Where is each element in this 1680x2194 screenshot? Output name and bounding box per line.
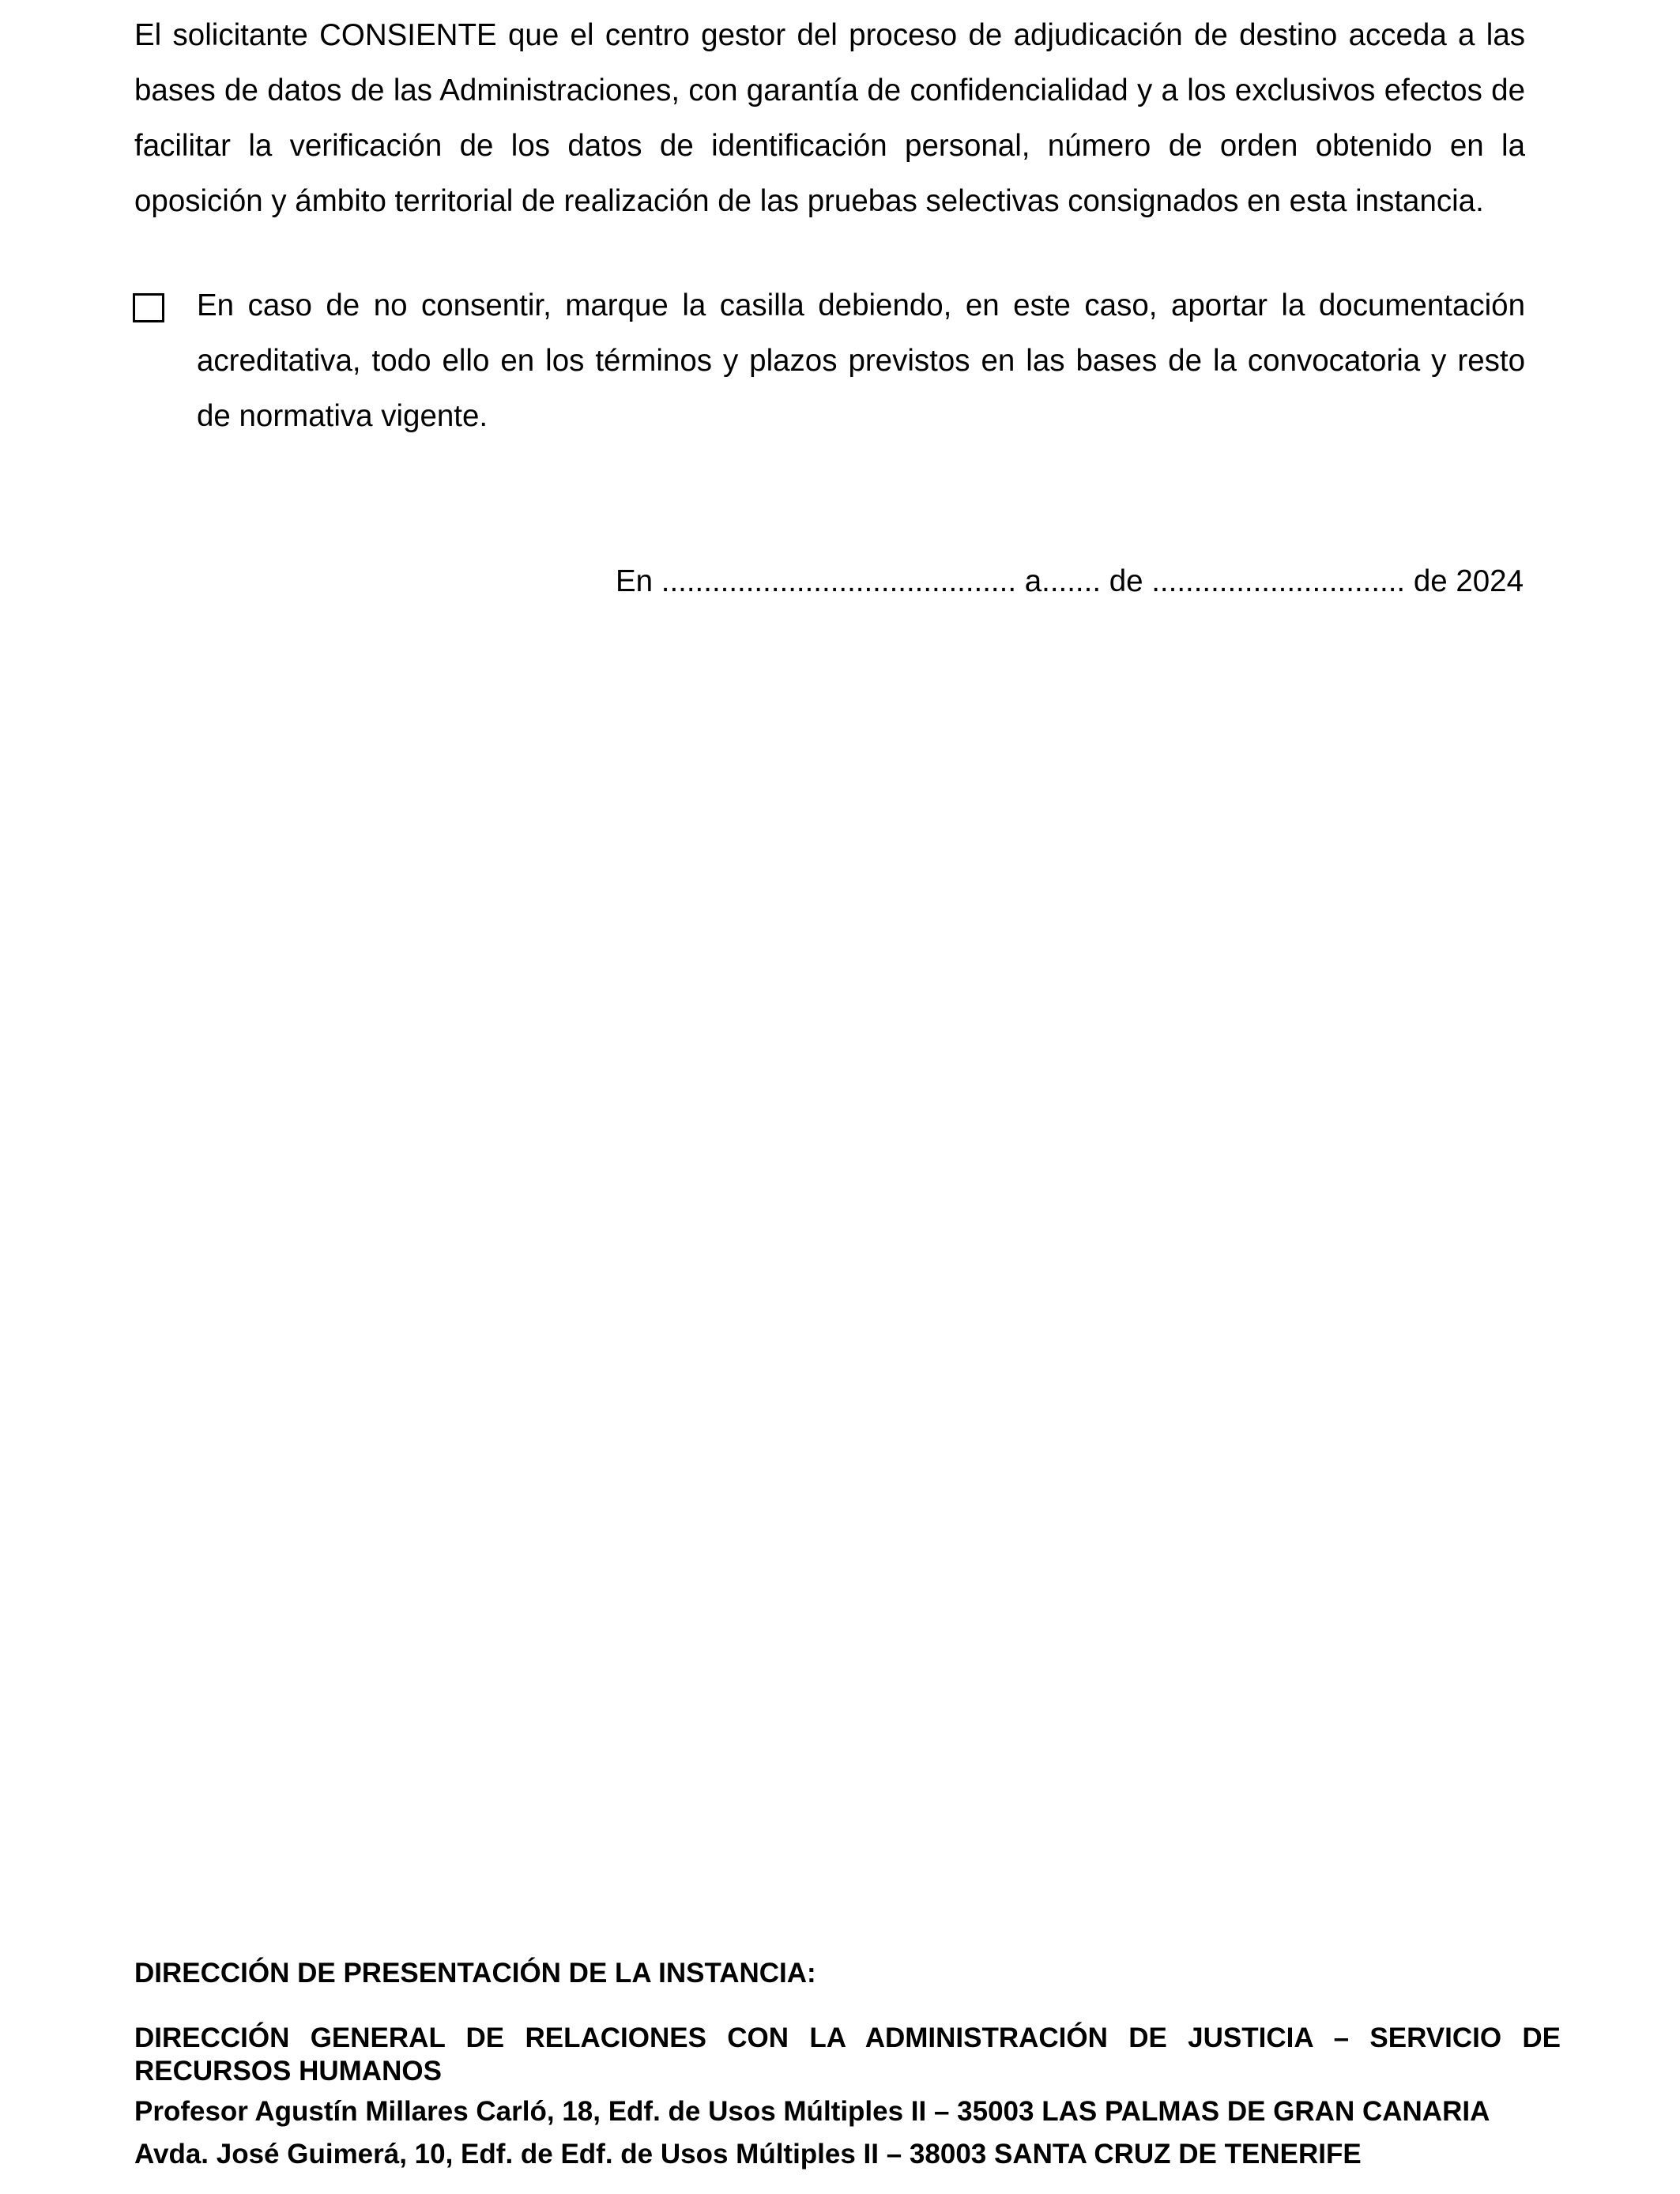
non-consent-statement: En caso de no consentir, marque la casilla debiendo, en este caso, aportar la documentación acreditativa, todo ello en los términos y plazos previstos en las bases de la convocatoria y resto de normativa vigente. (197, 288, 1525, 433)
consent-statement: El solicitante CONSIENTE que el centro gestor del proceso de adjudicación de destino acceda a las bases de datos de las Administraciones, con garantía de confidencialidad y a los exclusivos efectos de facilitar la verificación de los datos de identificación personal, número de orden obtenido en la oposición y ámbito territorial de realización de las pruebas selectivas consignados en esta instancia. (134, 18, 1525, 218)
directorate-name: DIRECCIÓN GENERAL DE RELACIONES CON LA ADMINISTRACIÓN DE JUSTICIA – SERVICIO DE RECURSOS HUMANOS (134, 2022, 1561, 2087)
address-las-palmas: Profesor Agustín Millares Carló, 18, Edf. de Usos Múltiples II – 35003 LAS PALMAS DE GRAN CANARIA (134, 2096, 1490, 2127)
submission-address-heading: DIRECCIÓN DE PRESENTACIÓN DE LA INSTANCIA: (134, 1958, 816, 1989)
place-and-date-line: En .......................................... a....... de .............................. de 2024 (615, 564, 1524, 598)
address-tenerife: Avda. José Guimerá, 10, Edf. de Edf. de Usos Múltiples II – 38003 SANTA CRUZ DE TENERIFE (134, 2139, 1362, 2169)
non-consent-checkbox[interactable] (133, 293, 164, 322)
